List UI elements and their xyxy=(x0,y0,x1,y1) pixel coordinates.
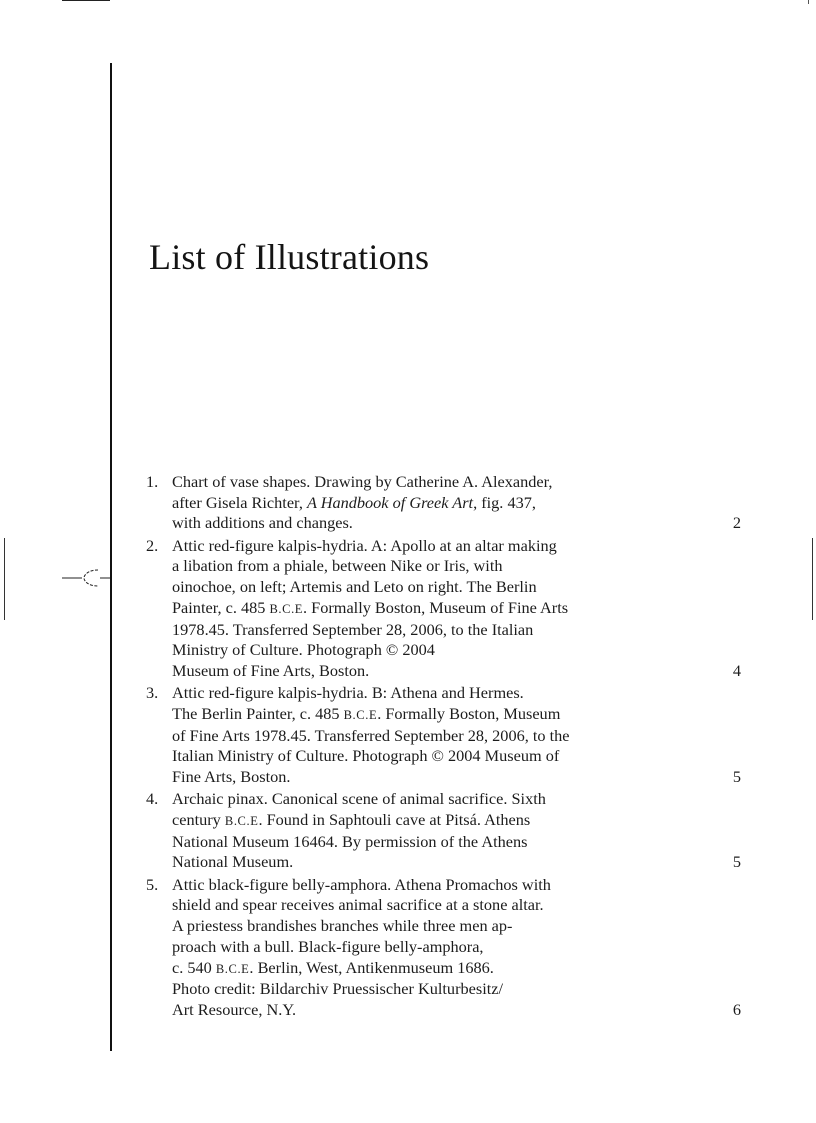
caption-line: with additions and changes. xyxy=(172,513,353,533)
caption-line: of Fine Arts 1978.45. Transferred September 28, 2006, to the xyxy=(172,725,570,745)
entry-caption xyxy=(172,875,712,1021)
caption-line xyxy=(172,493,712,514)
page-number: 4 xyxy=(732,660,741,680)
side-rule-left xyxy=(4,538,5,620)
era-abbreviation: B.C.E xyxy=(343,707,378,722)
caption-line xyxy=(172,958,712,980)
caption-segment: Painter, c. 485 xyxy=(172,597,270,617)
era-abbreviation: B.C.E xyxy=(215,961,250,976)
page-number: 5 xyxy=(732,767,741,787)
caption-line: oinochoe, on left; Artemis and Leto on right. The Berlin xyxy=(172,577,537,597)
entry-caption xyxy=(172,683,712,788)
registration-mark-icon xyxy=(62,566,110,590)
caption-segment: , fig. 437, xyxy=(473,492,536,512)
caption-line: proach with a bull. Black-figure belly-amphora, xyxy=(172,936,484,956)
caption-segment: The Berlin Painter, c. 485 xyxy=(172,703,344,723)
caption-line xyxy=(172,598,712,620)
entry-caption xyxy=(172,536,712,682)
margin-rule xyxy=(110,63,112,1051)
caption-line: Photo credit: Bildarchiv Pruessischer Kulturbesitz/ xyxy=(172,979,503,999)
page-number: 5 xyxy=(732,852,741,872)
caption-line: Attic red-figure kalpis-hydria. A: Apollo at an altar making xyxy=(172,535,557,555)
caption-line: Attic black-figure belly-amphora. Athena Promachos with xyxy=(172,874,551,894)
caption-line: Art Resource, N.Y. xyxy=(172,999,297,1019)
page-number: 6 xyxy=(732,999,741,1019)
caption-segment: after Gisela Richter, xyxy=(172,492,307,512)
caption-line: Italian Ministry of Culture. Photograph © 2004 Museum of xyxy=(172,746,560,766)
entry-caption xyxy=(172,789,712,873)
caption-line: National Museum. xyxy=(172,852,294,872)
entry-number: 4. xyxy=(146,789,159,809)
caption-segment: c. 540 xyxy=(172,957,216,977)
era-abbreviation: B.C.E xyxy=(224,814,259,829)
illustrations-list xyxy=(146,472,746,1022)
side-rule-right xyxy=(812,538,813,620)
list-item xyxy=(146,536,746,682)
caption-line: Archaic pinax. Canonical scene of animal sacrifice. Sixth xyxy=(172,789,546,809)
caption-line: National Museum 16464. By permission of the Athens xyxy=(172,831,528,851)
caption-line xyxy=(172,704,712,726)
entry-number: 1. xyxy=(146,472,159,491)
caption-line: Ministry of Culture. Photograph © 2004 xyxy=(172,640,435,660)
caption-line: Fine Arts, Boston. xyxy=(172,767,291,787)
page-number: 2 xyxy=(732,513,741,533)
caption-line: 1978.45. Transferred September 28, 2006, to the Italian xyxy=(172,619,534,639)
book-title: A Handbook of Greek Art xyxy=(306,492,474,512)
caption-line: Attic red-figure kalpis-hydria. B: Athena and Hermes. xyxy=(172,683,524,703)
caption-segment: . Berlin, West, Antikenmuseum 1686. xyxy=(249,957,494,977)
caption-line xyxy=(172,810,712,832)
era-abbreviation: B.C.E xyxy=(269,601,304,616)
caption-line: A priestess brandishes branches while three men ap- xyxy=(172,916,513,936)
list-item xyxy=(146,683,746,788)
caption-line: Chart of vase shapes. Drawing by Catherine A. Alexander, xyxy=(172,472,553,491)
list-item xyxy=(146,875,746,1021)
entry-number: 2. xyxy=(146,535,159,555)
caption-line: shield and spear receives animal sacrifice at a stone altar. xyxy=(172,895,544,915)
list-item xyxy=(146,789,746,873)
crop-mark-top-right xyxy=(808,0,809,4)
caption-segment: century xyxy=(172,810,225,830)
caption-segment: . Found in Saphtouli cave at Pitsá. Athens xyxy=(258,810,531,830)
entry-caption xyxy=(172,472,712,534)
entry-number: 3. xyxy=(146,683,159,703)
crop-mark-top-left xyxy=(62,0,110,1)
caption-line: Museum of Fine Arts, Boston. xyxy=(172,660,370,680)
caption-segment: . Formally Boston, Museum of Fine Arts xyxy=(303,597,569,617)
list-item xyxy=(146,472,746,534)
page-title: List of Illustrations xyxy=(149,237,430,277)
caption-segment: . Formally Boston, Museum xyxy=(377,703,561,723)
caption-line: a libation from a phiale, between Nike or Iris, with xyxy=(172,556,503,576)
entry-number: 5. xyxy=(146,874,159,894)
